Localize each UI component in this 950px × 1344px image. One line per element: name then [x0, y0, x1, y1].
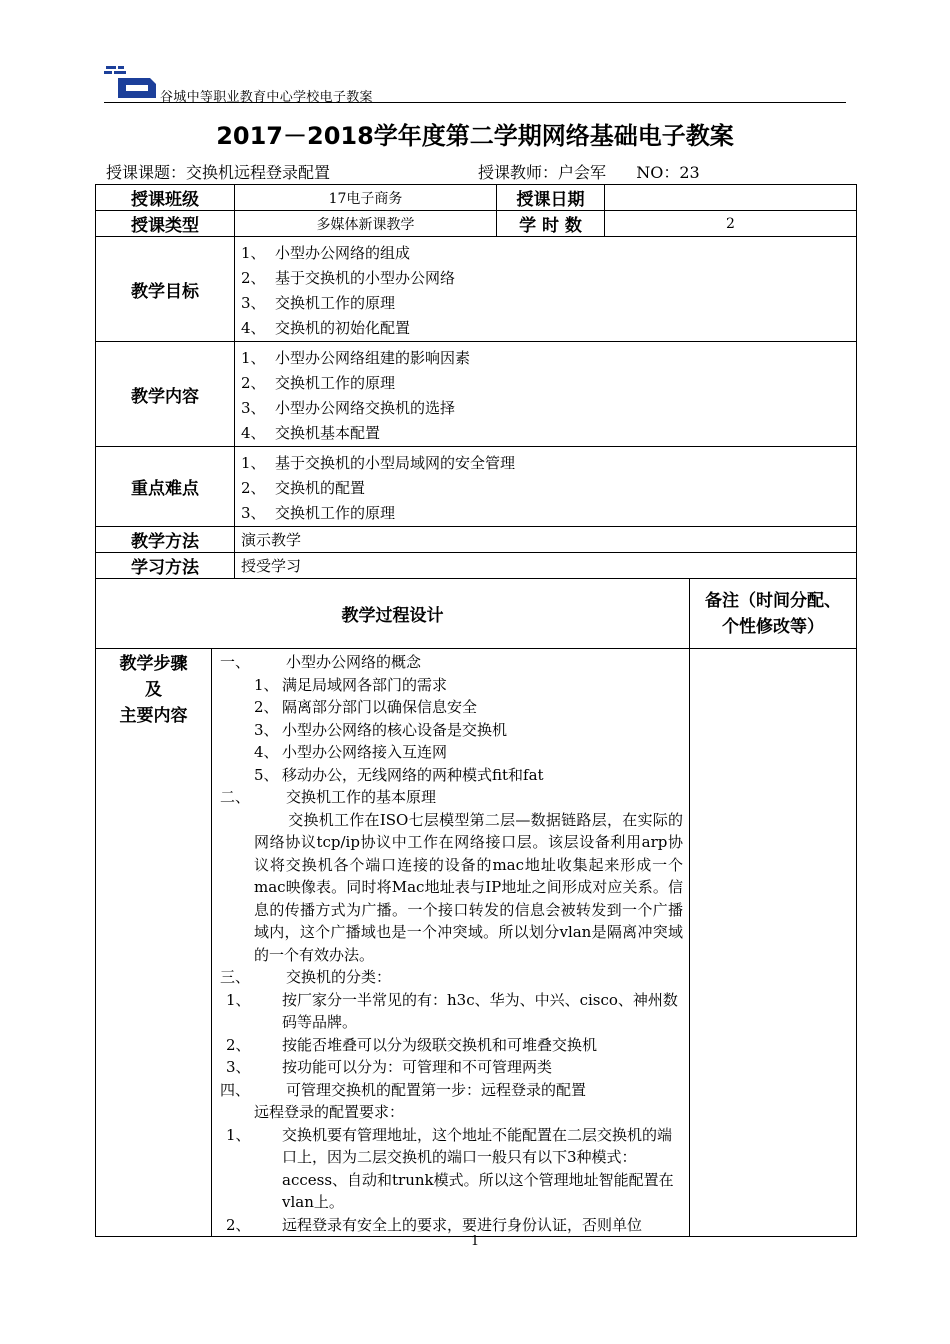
list-item: 2、 远程登录有安全上的要求，要进行身份认证，否则单位 [226, 1215, 643, 1234]
study-label: 学习方法 [96, 553, 235, 579]
keypoints-label: 重点难点 [96, 447, 235, 527]
page-title: 2017－2018学年度第二学期网络基础电子教案 [216, 122, 734, 150]
teacher-line [478, 160, 700, 183]
list-item: 5、 移动办公，无线网络的两种模式fit和fat [254, 765, 544, 784]
hours-value: 2 [605, 211, 857, 237]
table-row [96, 237, 857, 342]
remark-heading: 备注（时间分配、 个性修改等） [690, 579, 857, 649]
header-rule [104, 102, 846, 103]
list-item: 3、 小型办公网络的核心设备是交换机 [254, 720, 508, 739]
date-label: 授课日期 [497, 185, 605, 211]
table-row [96, 342, 857, 447]
method-label: 教学方法 [96, 527, 235, 553]
section-heading: 一、 小型办公网络的概念 [220, 653, 422, 671]
table-row [96, 579, 857, 649]
section-heading: 四、 可管理交换机的配置第一步：远程登录的配置 [220, 1080, 587, 1099]
list-item: 2、 按能否堆叠可以分为级联交换机和可堆叠交换机 [226, 1035, 598, 1054]
type-value: 多媒体新课教学 [235, 211, 497, 237]
list-item: 1、 基于交换机的小型局域网的安全管理 [241, 454, 516, 472]
table-row [96, 649, 857, 1237]
teacher-value: 户会军 [558, 163, 607, 182]
list-item: 1、 满足局域网各部门的需求 [254, 675, 448, 694]
number-label: NO： [636, 163, 680, 182]
section-intro: 远程登录的配置要求： [254, 1103, 405, 1121]
list-item: 4、 交换机的初始化配置 [241, 319, 411, 337]
paragraph: 交换机工作在ISO七层模型第二层—数据链路层，在实际的网络协议tcp/ip协议中工作在网络接口层。该层设备利用arp协议将交换机各个端口连接的设备的mac地址收集起来形成一个mac映像表。同时将Mac地址表与IP地址之间形成对应关系。信息的传播方式为广播。一个接口转发的信息会被转发到一个广播域内，这个广播域也是一个冲突域。所以划分vlan是隔离冲突域的一个有效办法。 [254, 810, 683, 964]
date-value [605, 185, 857, 211]
steps-label: 教学步骤 及 主要内容 [96, 649, 212, 1237]
table-row [96, 211, 857, 237]
topic-value: 交换机远程登录配置 [186, 163, 331, 182]
design-heading: 教学过程设计 [96, 579, 690, 649]
teacher-label: 授课教师： [478, 163, 559, 182]
page-number: 1 [470, 1234, 480, 1249]
school-name: 谷城中等职业教育中心学校电子教案 [160, 90, 373, 105]
list-item: 1、 小型办公网络组建的影响因素 [241, 349, 471, 367]
objectives-label: 教学目标 [96, 237, 235, 342]
list-item: 4、 小型办公网络接入互连网 [254, 743, 448, 761]
hours-label: 学 时 数 [497, 211, 605, 237]
class-value: 17电子商务 [235, 185, 497, 211]
steps-content [212, 649, 690, 1237]
class-label: 授课班级 [96, 185, 235, 211]
table-row [96, 553, 857, 579]
list-item: 2、 隔离部分部门以确保信息安全 [254, 698, 478, 716]
list-item: 3、 按功能可以分为：可管理和不可管理两类 [226, 1058, 553, 1076]
list-item: 1、 小型办公网络的组成 [241, 244, 411, 262]
remarks-cell [690, 649, 857, 1237]
list-item: 3、 小型办公网络交换机的选择 [241, 399, 456, 417]
list-item: 2、 基于交换机的小型办公网络 [241, 269, 456, 287]
list-item: 2、 交换机工作的原理 [241, 374, 396, 392]
table-row [96, 527, 857, 553]
keypoints-list [235, 447, 857, 527]
topic-line [106, 160, 330, 183]
list-item: 1、 交换机要有管理地址，这个地址不能配置在二层交换机的端口上，因为二层交换机的端口一般只有以下3种模式：access、自动和trunk模式。所以这个管理地址智能配置在vlan上。 [226, 1125, 674, 1211]
section-heading: 三、 交换机的分类： [220, 968, 392, 986]
page-header [104, 64, 846, 104]
type-label: 授课类型 [96, 211, 235, 237]
list-item: 1、 按厂家分一半常见的有：h3c、华为、中兴、cisco、神州数码等品牌。 [226, 990, 678, 1031]
content-label: 教学内容 [96, 342, 235, 447]
list-item: 3、 交换机工作的原理 [241, 504, 396, 522]
objectives-list [235, 237, 857, 342]
table-row [96, 185, 857, 211]
number-value: 23 [679, 163, 700, 182]
table-row [96, 447, 857, 527]
school-logo-icon [104, 64, 158, 100]
study-value: 授受学习 [235, 553, 857, 579]
list-item: 4、 交换机基本配置 [241, 424, 381, 442]
list-item: 3、 交换机工作的原理 [241, 294, 396, 312]
method-value: 演示教学 [235, 527, 857, 553]
content-list [235, 342, 857, 447]
list-item: 2、 交换机的配置 [241, 479, 366, 497]
lesson-table [95, 184, 857, 1237]
topic-label: 授课课题： [106, 163, 187, 182]
section-heading: 二、 交换机工作的基本原理 [220, 788, 437, 806]
